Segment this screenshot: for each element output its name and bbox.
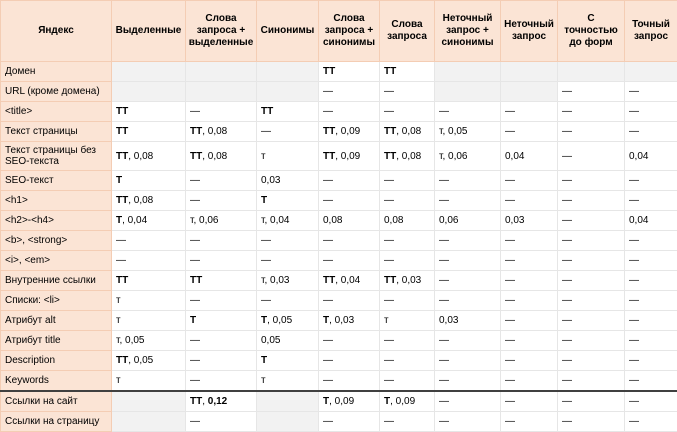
table-cell — [112, 391, 186, 412]
column-header: Слова запроса + синонимы — [319, 1, 380, 62]
table-cell: ТТ — [112, 102, 186, 122]
table-cell: ТТ, 0,05 — [112, 351, 186, 371]
table-cell: — — [558, 291, 625, 311]
table-cell: — — [186, 291, 257, 311]
table-row — [1, 62, 677, 82]
table-cell: ТТ — [380, 62, 435, 82]
table-cell: ТТ, 0,09 — [319, 122, 380, 142]
column-header: Слова запроса + выделенные — [186, 1, 257, 62]
row-label: Атрибут title — [1, 331, 112, 351]
table-cell: Т — [186, 311, 257, 331]
table-cell: — — [319, 412, 380, 432]
table-cell: — — [625, 122, 677, 142]
row-label: <b>, <strong> — [1, 231, 112, 251]
table-cell: — — [319, 371, 380, 392]
table-cell: — — [625, 351, 677, 371]
table-cell: т, 0,05 — [435, 122, 501, 142]
table-cell — [112, 82, 186, 102]
table-cell: — — [625, 331, 677, 351]
table-cell — [558, 62, 625, 82]
table-cell: Т, 0,09 — [380, 391, 435, 412]
table-cell: — — [558, 171, 625, 191]
table-cell: — — [186, 191, 257, 211]
table-cell: — — [380, 171, 435, 191]
row-label: Внутренние ссылки — [1, 271, 112, 291]
table-row — [1, 291, 677, 311]
table-cell — [501, 82, 558, 102]
table-cell: т, 0,06 — [435, 142, 501, 171]
table-cell: — — [435, 291, 501, 311]
table-cell — [257, 82, 319, 102]
table-row — [1, 142, 677, 171]
column-header: Синонимы — [257, 1, 319, 62]
table-row — [1, 311, 677, 331]
table-cell: ТТ — [112, 271, 186, 291]
table-cell: ТТ — [319, 62, 380, 82]
table-cell: — — [501, 102, 558, 122]
table-cell: — — [558, 102, 625, 122]
table-cell: — — [501, 311, 558, 331]
table-cell: — — [380, 102, 435, 122]
table-cell: т — [257, 142, 319, 171]
column-header: Точный запрос — [625, 1, 677, 62]
table-row — [1, 171, 677, 191]
table-cell: — — [380, 331, 435, 351]
table-cell: — — [501, 191, 558, 211]
table-cell: — — [625, 412, 677, 432]
table-cell: — — [435, 371, 501, 392]
table-cell: 0,04 — [625, 211, 677, 231]
table-cell: — — [625, 291, 677, 311]
table-cell: — — [319, 351, 380, 371]
table-cell: т, 0,06 — [186, 211, 257, 231]
column-header: Выделенные — [112, 1, 186, 62]
table-cell: — — [380, 231, 435, 251]
table-cell: — — [319, 331, 380, 351]
table-cell: 0,03 — [257, 171, 319, 191]
table-cell — [112, 62, 186, 82]
table-cell: — — [435, 351, 501, 371]
table-cell — [257, 412, 319, 432]
table-cell: — — [186, 171, 257, 191]
table-cell — [435, 62, 501, 82]
table-cell: — — [186, 331, 257, 351]
table-cell: Т, 0,04 — [112, 211, 186, 231]
table-cell: ТТ, 0,08 — [112, 142, 186, 171]
table-cell: — — [558, 331, 625, 351]
row-label: Текст страницы без SEO-текста — [1, 142, 112, 171]
table-row — [1, 231, 677, 251]
table-cell — [186, 82, 257, 102]
table-row — [1, 211, 677, 231]
table-cell — [435, 82, 501, 102]
table-cell: — — [112, 251, 186, 271]
table-cell: 0,03 — [435, 311, 501, 331]
table-cell: — — [501, 291, 558, 311]
table-cell: — — [558, 412, 625, 432]
table-cell — [501, 62, 558, 82]
table-cell: — — [435, 331, 501, 351]
table-cell: — — [186, 251, 257, 271]
table-cell: — — [435, 271, 501, 291]
table-cell: — — [380, 82, 435, 102]
table-cell: Т — [257, 191, 319, 211]
table-cell: — — [186, 351, 257, 371]
table-cell: ТТ — [186, 271, 257, 291]
table-cell: — — [319, 231, 380, 251]
table-cell: — — [501, 171, 558, 191]
header-row — [1, 1, 677, 62]
row-label: <h2>-<h4> — [1, 211, 112, 231]
table-cell: ТТ, 0,12 — [186, 391, 257, 412]
table-cell — [257, 391, 319, 412]
table-cell: т — [380, 311, 435, 331]
table-cell: т, 0,03 — [257, 271, 319, 291]
table-cell: — — [558, 231, 625, 251]
table-cell: — — [501, 412, 558, 432]
table-cell: — — [380, 251, 435, 271]
table-cell: — — [380, 412, 435, 432]
table-cell: — — [186, 231, 257, 251]
table-cell: ТТ, 0,04 — [319, 271, 380, 291]
table-cell: — — [257, 231, 319, 251]
table-cell: ТТ, 0,08 — [380, 122, 435, 142]
column-header: Слова запроса — [380, 1, 435, 62]
column-header: Неточный запрос + синонимы — [435, 1, 501, 62]
table-cell: — — [625, 102, 677, 122]
table-cell: — — [380, 191, 435, 211]
column-header: С точностью до форм — [558, 1, 625, 62]
table-cell: — — [319, 171, 380, 191]
table-cell: — — [501, 251, 558, 271]
row-label: Текст страницы — [1, 122, 112, 142]
table-cell: — — [257, 122, 319, 142]
table-cell: — — [558, 351, 625, 371]
table-row — [1, 191, 677, 211]
table-cell: — — [501, 122, 558, 142]
row-label: <h1> — [1, 191, 112, 211]
table-cell: — — [625, 171, 677, 191]
table-cell: ТТ, 0,03 — [380, 271, 435, 291]
table-cell: — — [435, 251, 501, 271]
table-cell: — — [558, 82, 625, 102]
table-cell: 0,08 — [380, 211, 435, 231]
table-cell: — — [435, 102, 501, 122]
table-cell — [257, 62, 319, 82]
table-row — [1, 331, 677, 351]
table-cell: ТТ, 0,09 — [319, 142, 380, 171]
table-row — [1, 371, 677, 392]
table-cell: — — [319, 102, 380, 122]
table-cell — [112, 412, 186, 432]
table-cell: — — [186, 102, 257, 122]
table-cell: — — [625, 231, 677, 251]
table-cell: — — [501, 231, 558, 251]
table-cell: — — [558, 311, 625, 331]
table-cell: 0,03 — [501, 211, 558, 231]
table-cell: т — [112, 291, 186, 311]
table-row — [1, 82, 677, 102]
table-row — [1, 391, 677, 412]
table-cell: 0,05 — [257, 331, 319, 351]
table-cell: Т — [112, 171, 186, 191]
table-row — [1, 122, 677, 142]
table-cell: — — [558, 371, 625, 392]
table-cell: т, 0,05 — [112, 331, 186, 351]
table-cell: т, 0,04 — [257, 211, 319, 231]
table-cell: 0,04 — [625, 142, 677, 171]
row-label: Домен — [1, 62, 112, 82]
table-cell: ТТ, 0,08 — [186, 122, 257, 142]
table-cell: Т, 0,09 — [319, 391, 380, 412]
table-cell: — — [257, 251, 319, 271]
table-cell: — — [501, 331, 558, 351]
table-cell: ТТ — [257, 102, 319, 122]
table-cell: — — [625, 391, 677, 412]
table-cell: Т, 0,03 — [319, 311, 380, 331]
table-row — [1, 412, 677, 432]
table-cell: ТТ, 0,08 — [112, 191, 186, 211]
table-cell: — — [319, 251, 380, 271]
table-cell: — — [319, 82, 380, 102]
table-cell: — — [625, 191, 677, 211]
table-cell: — — [319, 191, 380, 211]
table-cell: Т, 0,05 — [257, 311, 319, 331]
table-cell — [186, 62, 257, 82]
row-label: <title> — [1, 102, 112, 122]
table-cell: — — [625, 271, 677, 291]
table-cell: т — [257, 371, 319, 392]
table-cell: — — [380, 351, 435, 371]
table-cell: — — [625, 251, 677, 271]
table-cell: — — [558, 191, 625, 211]
table-cell: — — [501, 351, 558, 371]
table-cell: ТТ, 0,08 — [186, 142, 257, 171]
row-label: SEO-текст — [1, 171, 112, 191]
table-cell: — — [501, 271, 558, 291]
table-cell: 0,08 — [319, 211, 380, 231]
row-label: <i>, <em> — [1, 251, 112, 271]
table-cell: — — [319, 291, 380, 311]
table-cell: — — [625, 82, 677, 102]
table-cell: — — [558, 251, 625, 271]
table-cell: — — [625, 311, 677, 331]
table-cell: — — [558, 391, 625, 412]
row-label: URL (кроме домена) — [1, 82, 112, 102]
table-cell: 0,06 — [435, 211, 501, 231]
table-cell: ТТ, 0,08 — [380, 142, 435, 171]
row-label: Keywords — [1, 371, 112, 392]
table-cell: — — [558, 142, 625, 171]
table-cell: — — [625, 371, 677, 392]
row-label: Ссылки на сайт — [1, 391, 112, 412]
table-cell: т — [112, 371, 186, 392]
table-cell — [625, 62, 677, 82]
table-cell: — — [501, 371, 558, 392]
table-row — [1, 351, 677, 371]
table-cell: — — [186, 412, 257, 432]
row-label: Списки: <li> — [1, 291, 112, 311]
row-label: Ссылки на страницу — [1, 412, 112, 432]
table-cell: — — [435, 412, 501, 432]
table-cell: — — [435, 391, 501, 412]
row-label: Атрибут alt — [1, 311, 112, 331]
table-cell: — — [435, 191, 501, 211]
table-cell: — — [558, 211, 625, 231]
table-row — [1, 102, 677, 122]
column-header: Яндекс — [1, 1, 112, 62]
table-cell: — — [186, 371, 257, 392]
row-label: Description — [1, 351, 112, 371]
table-cell: — — [435, 231, 501, 251]
table-cell: — — [435, 171, 501, 191]
table-row — [1, 251, 677, 271]
table-cell: — — [112, 231, 186, 251]
table-cell: ТТ — [112, 122, 186, 142]
table-cell: т — [112, 311, 186, 331]
table-cell: — — [380, 291, 435, 311]
table-row — [1, 271, 677, 291]
column-header: Неточный запрос — [501, 1, 558, 62]
table-cell: — — [380, 371, 435, 392]
table-cell: — — [558, 122, 625, 142]
table-cell: — — [501, 391, 558, 412]
table-cell: 0,04 — [501, 142, 558, 171]
table-cell: — — [257, 291, 319, 311]
table-cell: Т — [257, 351, 319, 371]
table-cell: — — [558, 271, 625, 291]
